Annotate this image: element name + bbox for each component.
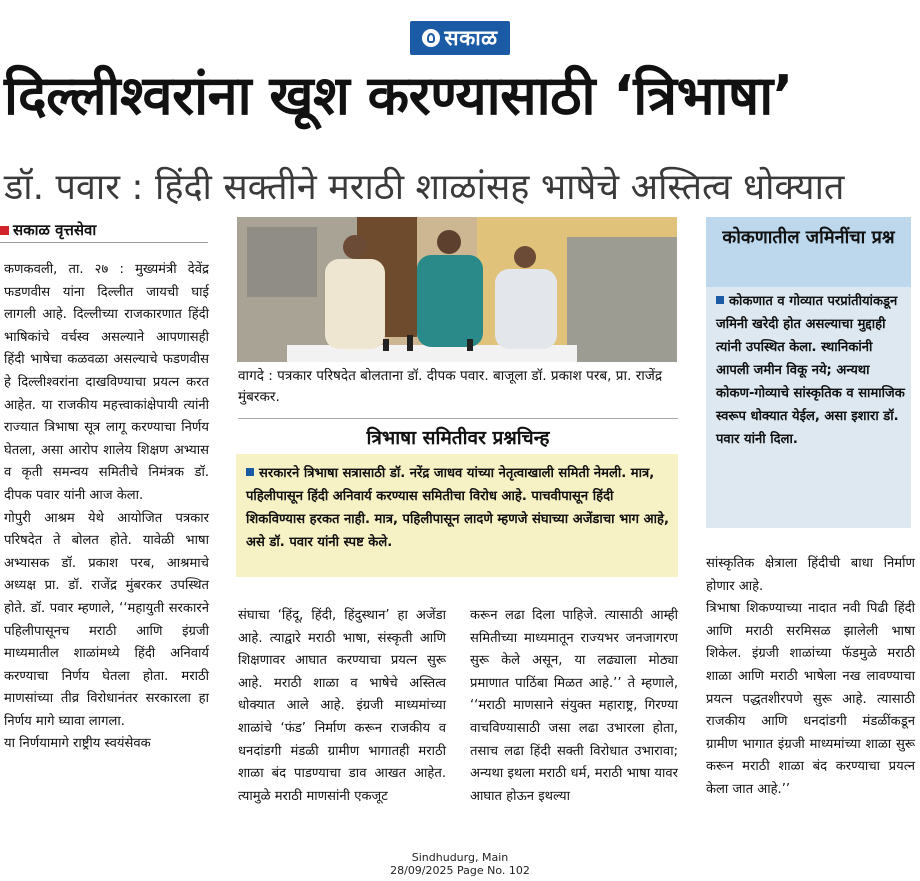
headline: दिल्लीश्वरांना खूश करण्यासाठी ‘त्रिभाषा’ (4, 64, 793, 127)
article-column-3: करून लढा दिला पाहिजे. त्यासाठी आम्ही समितीच्या माध्यमातून राज्यभर जनजागरण सुरू केले असून, या लढ्याला मोठ्या प्रमाणात पाठिंबा मिळत आहे.’’ ते म्हणाले, ‘‘मराठी माणसाने संयुक्त महाराष्ट्र, गिरण्या वाचविण्यासाठी जसा लढा उभारला होता, तसाच लढा हिंदी सक्ती विरोधात उभारावा; अन्यथा इथला मराठी धर्म, मराठी भाषा यावर आघात होऊन इथल्या (470, 608, 678, 804)
highlight-box (236, 454, 678, 577)
highlight-top-divider (238, 418, 678, 419)
sidebar-body (716, 290, 906, 451)
byline-marker-icon (0, 226, 9, 235)
footer-edition: Sindhudurg, Main (411, 851, 509, 864)
logo-text: सकाळ (444, 26, 498, 50)
byline-divider (0, 242, 208, 243)
highlight-text: सरकारने त्रिभाषा सत्रासाठी डॉ. नरेंद्र जाधव यांच्या नेतृत्वाखाली समिती नेमली. मात्र, पहिलीपासून हिंदी अनिवार्य करण्यास समितीचा विरोध आहे. पाचवीपासून हिंदी शिकविण्यास हरकत नाही. मात्र, पहिलीपासून लादणे म्हणजे संघाच्या अजेंडाचा भाग आहे, असे डॉ. पवार यांनी स्पष्ट केले. (246, 466, 669, 550)
byline (0, 220, 96, 240)
bullet-square-icon (246, 468, 254, 476)
sidebar-text: कोकणात व गोव्यात परप्रांतीयांकडून जमिनी खरेदी होत असल्याचा मुद्दाही त्यांनी उपस्थित केला. स्थानिकांनी आपली जमीन विकू नये; अन्यथा कोकण-गोव्याचे सांस्कृतिक व सामाजिक स्वरूप धोक्यात येईल, असा इशारा डॉ. पवार यांनी दिला. (716, 294, 905, 447)
press-conference-photo (237, 217, 677, 362)
article-column-2: संघाचा ‘हिंदू, हिंदी, हिंदुस्थान’ हा अजेंडा आहे. त्याद्वारे मराठी भाषा, संस्कृती आणि शिक्षणावर आघात करण्याचा प्रयत्न सुरू आहे. मराठी शाळा व भाषेचे अस्तित्व धोक्यात आले आहे. इंग्रजी माध्यमांच्या शाळांचे ‘फंड’ निर्माण करून राजकीय व धनदांडगी मंडळी ग्रामीण भागातही मराठी शाळा बंद पाडण्याचा डाव आखत आहेत. त्यामुळे मराठी माणसांनी एकजूट (238, 608, 446, 804)
logo-emblem-icon (422, 29, 440, 47)
article-column-4: सांस्कृतिक क्षेत्राला हिंदीची बाधा निर्माण होणार आहे. त्रिभाषा शिकण्याच्या नादात नवी पिढी हिंदी आणि मराठी सरमिसळ झालेली भाषा शिकेल. इंग्रजी शाळांच्या फॅडमुळे मराठी शाळा आणि मराठी भाषेला नख लावण्याचा प्रयत्न पद्धतशीरपणे सुरू आहे. त्यासाठी राजकीय आणि धनदांडगी मंडळींकडून ग्रामीण भागात इंग्रजी माध्यमांच्या शाळा सुरू करून मराठी शाळा बंद करण्याचा प्रयत्न केला जात आहे.’’ (706, 556, 915, 797)
bullet-square-icon (716, 296, 724, 304)
sidebar-title: कोकणातील जमिनींचा प्रश्न (706, 217, 911, 287)
highlight-title: त्रिभाषा समितीवर प्रश्नचिन्ह (366, 427, 550, 449)
footer-date-page: 28/09/2025 Page No. 102 (390, 864, 530, 877)
newspaper-logo (410, 21, 510, 55)
byline-text: सकाळ वृत्तसेवा (13, 221, 97, 239)
subheadline: डॉ. पवार : हिंदी सक्तीने मराठी शाळांसह भाषेचे अस्तित्व धोक्यात (4, 167, 845, 208)
article-column-1: कणकवली, ता. २७ : मुख्यमंत्री देवेंद्र फडणवीस यांना दिल्लीत जायची घाई लागली आहे. दिल्लीच्या राजकारणात हिंदी भाषिकांचे वर्चस्व असल्याने आपणासही हिंदी भाषेचा कळवळा असल्याचे फडणवीस हे दिल्लीश्वरांना दाखविण्याचा प्रयत्न करत आहेत. या राजकीय महत्त्वाकांक्षेपायी त्यांनी राज्यात त्रिभाषा सूत्र लागू करण्याचा निर्णय घेतला, असा आरोप शालेय शिक्षण अभ्यास व कृती समन्वय समितीचे निमंत्रक डॉ. दीपक पवार यांनी आज केला. गोपुरी आश्रम येथे आयोजित पत्रकार परिषदेत ते बोलत होते. यावेळी भाषा अभ्यासक डॉ. प्रकाश परब, आश्रमाचे अध्यक्ष प्रा. डॉ. राजेंद्र मुंबरकर उपस्थित होते. डॉ. पवार म्हणाले, ‘‘महायुती सरकारने पहिलीपासूनच मराठी आणि इंग्रजी माध्यमातील शाळांमध्ये हिंदी अनिवार्य करण्याचा निर्णय घेतला होता. मराठी माणसांच्या तीव्र विरोधानंतर सरकारला हा निर्णय मागे घ्यावा लागला. या निर्णयामागे राष्ट्रीय स्वयंसेवक (4, 262, 209, 752)
page-footer (360, 851, 560, 877)
photo-illustration (237, 217, 677, 362)
photo-caption: वागदे : पत्रकार परिषदेत बोलताना डॉ. दीपक पवार. बाजूला डॉ. प्रकाश परब, प्रा. राजेंद्र मुंबरकर. (238, 368, 663, 405)
